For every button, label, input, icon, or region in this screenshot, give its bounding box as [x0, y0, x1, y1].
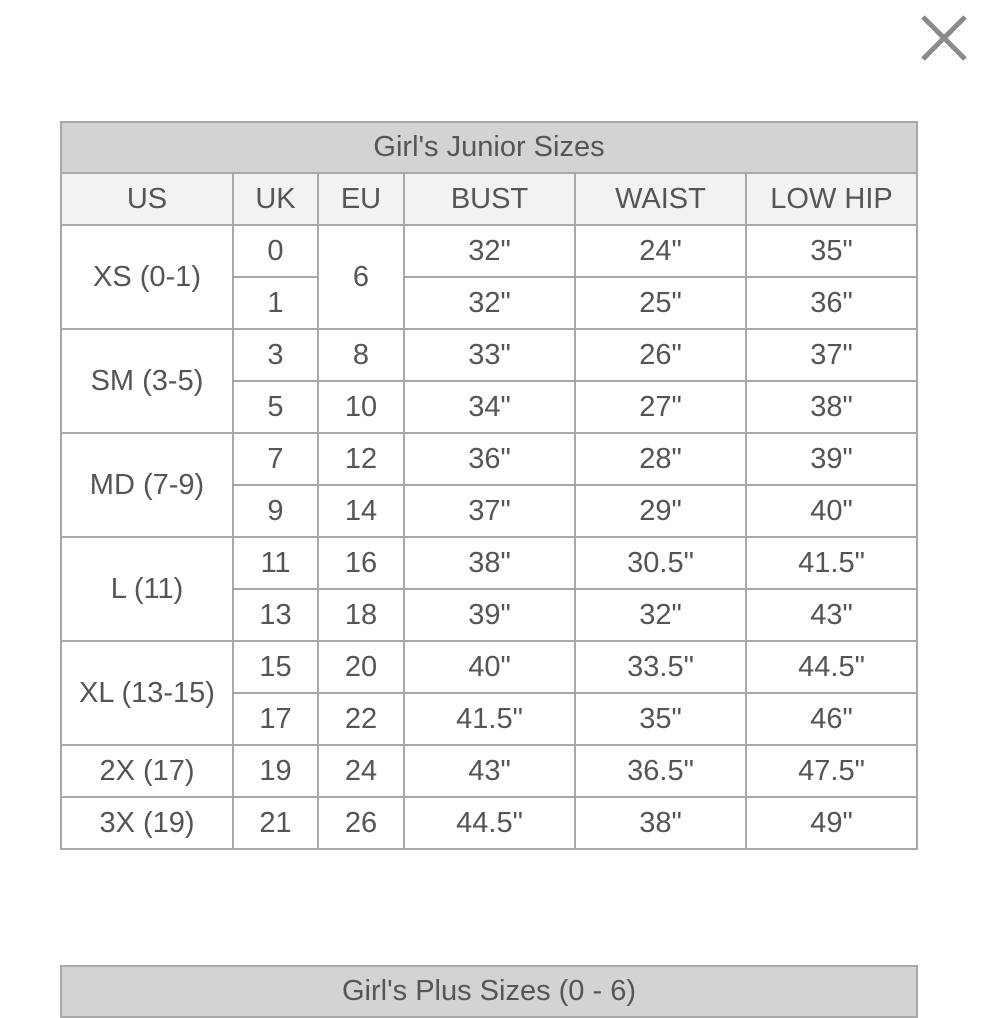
low-hip-cell: 35" — [746, 225, 917, 277]
eu-size-cell: 16 — [318, 537, 404, 589]
column-header-low-hip: LOW HIP — [746, 173, 917, 225]
low-hip-cell: 43" — [746, 589, 917, 641]
uk-size-cell: 9 — [233, 485, 318, 537]
uk-size-cell: 0 — [233, 225, 318, 277]
uk-size-cell: 15 — [233, 641, 318, 693]
low-hip-cell: 41.5" — [746, 537, 917, 589]
eu-size-cell: 26 — [318, 797, 404, 849]
uk-size-cell: 21 — [233, 797, 318, 849]
uk-size-cell: 19 — [233, 745, 318, 797]
low-hip-cell: 47.5" — [746, 745, 917, 797]
close-button[interactable] — [918, 12, 970, 64]
waist-cell: 36.5" — [575, 745, 746, 797]
bust-cell: 44.5" — [404, 797, 575, 849]
low-hip-cell: 36" — [746, 277, 917, 329]
waist-cell: 25" — [575, 277, 746, 329]
us-size-cell: XS (0-1) — [61, 225, 233, 329]
waist-cell: 28" — [575, 433, 746, 485]
us-size-cell: MD (7-9) — [61, 433, 233, 537]
us-size-cell: L (11) — [61, 537, 233, 641]
eu-size-cell: 24 — [318, 745, 404, 797]
bust-cell: 40" — [404, 641, 575, 693]
bust-cell: 33" — [404, 329, 575, 381]
waist-cell: 24" — [575, 225, 746, 277]
low-hip-cell: 49" — [746, 797, 917, 849]
us-size-cell: SM (3-5) — [61, 329, 233, 433]
table-row — [61, 641, 917, 693]
close-icon — [918, 12, 970, 64]
bust-cell: 41.5" — [404, 693, 575, 745]
uk-size-cell: 7 — [233, 433, 318, 485]
plus-size-table — [60, 965, 918, 1018]
us-size-cell: XL (13-15) — [61, 641, 233, 745]
uk-size-cell: 1 — [233, 277, 318, 329]
table-row — [61, 433, 917, 485]
table-row — [61, 225, 917, 277]
column-header-bust: BUST — [404, 173, 575, 225]
bust-cell: 32" — [404, 277, 575, 329]
uk-size-cell: 3 — [233, 329, 318, 381]
low-hip-cell: 38" — [746, 381, 917, 433]
waist-cell: 27" — [575, 381, 746, 433]
bust-cell: 32" — [404, 225, 575, 277]
uk-size-cell: 17 — [233, 693, 318, 745]
low-hip-cell: 39" — [746, 433, 917, 485]
eu-size-cell: 10 — [318, 381, 404, 433]
us-size-cell: 3X (19) — [61, 797, 233, 849]
junior-size-table — [60, 121, 918, 850]
waist-cell: 29" — [575, 485, 746, 537]
bust-cell: 37" — [404, 485, 575, 537]
column-header-waist: WAIST — [575, 173, 746, 225]
low-hip-cell: 37" — [746, 329, 917, 381]
eu-size-cell: 6 — [318, 225, 404, 329]
uk-size-cell: 5 — [233, 381, 318, 433]
waist-cell: 38" — [575, 797, 746, 849]
bust-cell: 39" — [404, 589, 575, 641]
eu-size-cell: 20 — [318, 641, 404, 693]
column-header-eu: EU — [318, 173, 404, 225]
eu-size-cell: 18 — [318, 589, 404, 641]
low-hip-cell: 40" — [746, 485, 917, 537]
bust-cell: 36" — [404, 433, 575, 485]
waist-cell: 32" — [575, 589, 746, 641]
uk-size-cell: 11 — [233, 537, 318, 589]
eu-size-cell: 8 — [318, 329, 404, 381]
us-size-cell: 2X (17) — [61, 745, 233, 797]
table-row — [61, 329, 917, 381]
table-row — [61, 797, 917, 849]
column-header-us: US — [61, 173, 233, 225]
eu-size-cell: 12 — [318, 433, 404, 485]
bust-cell: 43" — [404, 745, 575, 797]
waist-cell: 30.5" — [575, 537, 746, 589]
waist-cell: 35" — [575, 693, 746, 745]
waist-cell: 33.5" — [575, 641, 746, 693]
low-hip-cell: 46" — [746, 693, 917, 745]
bust-cell: 38" — [404, 537, 575, 589]
bust-cell: 34" — [404, 381, 575, 433]
waist-cell: 26" — [575, 329, 746, 381]
eu-size-cell: 14 — [318, 485, 404, 537]
uk-size-cell: 13 — [233, 589, 318, 641]
table-row — [61, 745, 917, 797]
eu-size-cell: 22 — [318, 693, 404, 745]
low-hip-cell: 44.5" — [746, 641, 917, 693]
table-title: Girl's Plus Sizes (0 - 6) — [61, 966, 917, 1017]
table-title: Girl's Junior Sizes — [61, 122, 917, 173]
column-header-uk: UK — [233, 173, 318, 225]
table-row — [61, 537, 917, 589]
